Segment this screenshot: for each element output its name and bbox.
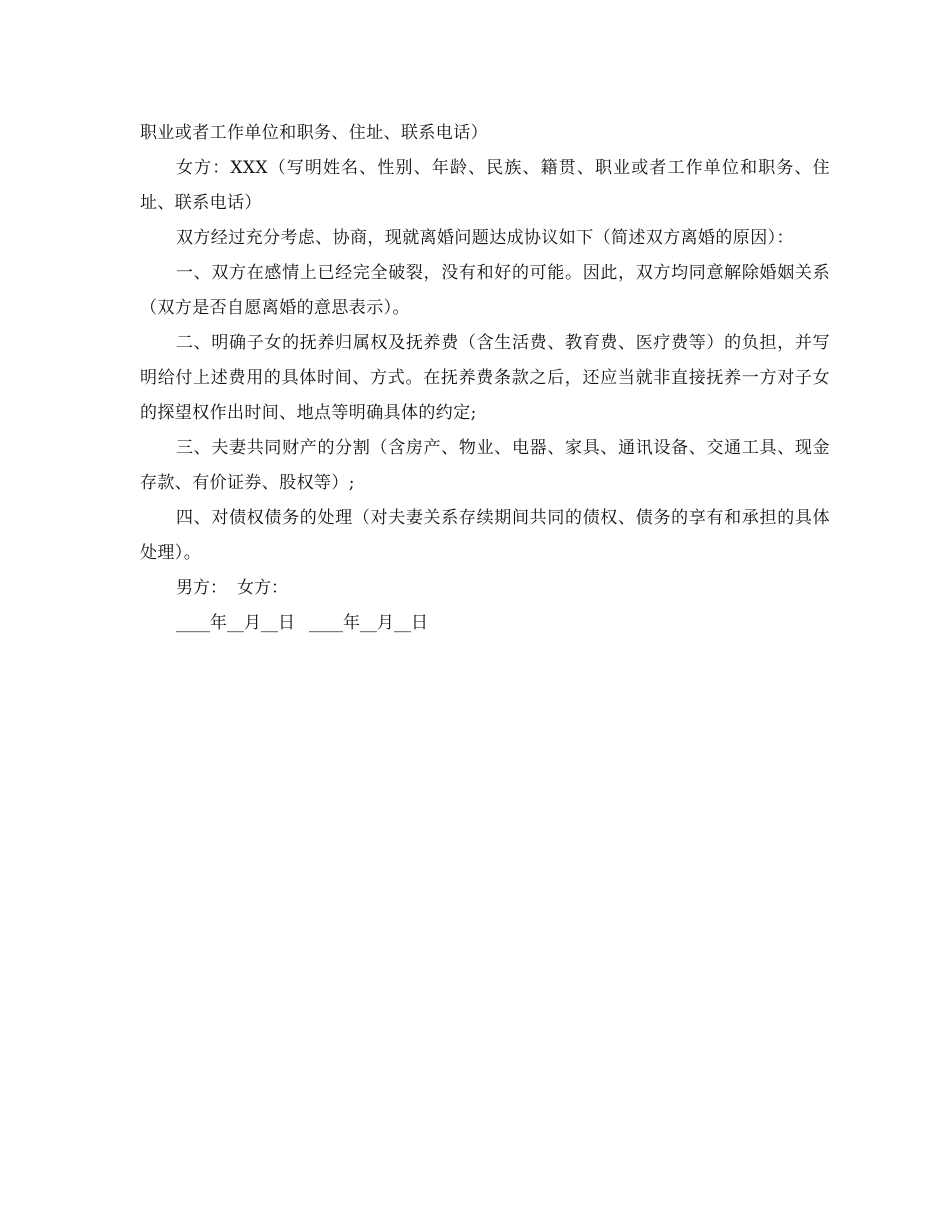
female-signature-label: 女方： <box>237 578 288 598</box>
female-date-line: ____年__月__日 <box>309 613 428 633</box>
document-body <box>140 116 830 641</box>
signature-row <box>140 571 830 606</box>
clause-four-debts: 四、对债权债务的处理（对夫妻关系存续期间共同的债权、债务的享有和承担的具体处理）。 <box>140 508 830 563</box>
male-signature-label: 男方： <box>176 578 227 598</box>
clause-one-relationship: 一、双方在感情上已经完全破裂，没有和好的可能。因此，双方均同意解除婚姻关系（双方是否自愿离婚的意思表示）。 <box>140 263 830 318</box>
paragraph-female-party: 女方：XXX（写明姓名、性别、年龄、民族、籍贯、职业或者工作单位和职务、住址、联系电话） <box>140 158 830 213</box>
paragraph-male-party-continued: 职业或者工作单位和职务、住址、联系电话） <box>140 123 488 143</box>
male-date-line: ____年__月__日 <box>176 613 295 633</box>
date-row <box>140 606 830 641</box>
clause-two-child-custody: 二、明确子女的抚养归属权及抚养费（含生活费、教育费、医疗费等）的负担，并写明给付上述费用的具体时间、方式。在抚养费条款之后，还应当就非直接抚养一方对子女的探望权作出时间、地点等明确具体的约定; <box>140 333 830 423</box>
clause-three-property-division: 三、夫妻共同财产的分割（含房产、物业、电器、家具、通讯设备、交通工具、现金存款、有价证券、股权等）; <box>140 438 830 493</box>
paragraph-agreement-intro: 双方经过充分考虑、协商，现就离婚问题达成协议如下（简述双方离婚的原因）： <box>176 228 794 248</box>
